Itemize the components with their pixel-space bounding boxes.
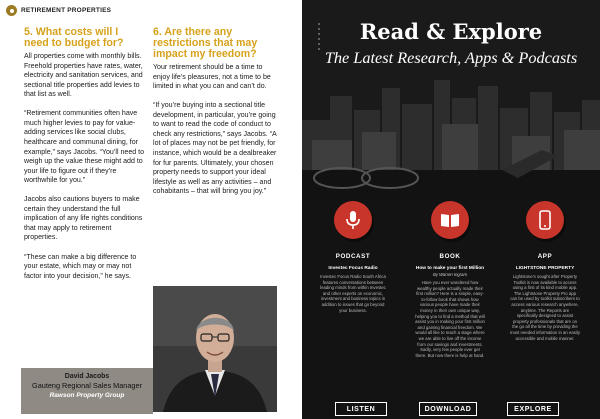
book-description: Have you ever wondered how wealthy people actually made their first million? Here is a simple, easy-to-follow book that shows how various people have made their money in their own unique way, helping you to find a method that will assist you in making your first million and gaining financial freedom. We would all like to reach a stage where we are able to live off the income from our savings and investments. Sadly, very few people ever get there. But now there is help at hand.	[415, 280, 485, 358]
app-title: LIGHTSTONE PROPERTY	[515, 266, 575, 271]
book-column	[413, 201, 487, 358]
caption-company: Rawson Property Group	[49, 392, 125, 399]
page-title: Read & Explore	[359, 19, 543, 44]
podcast-title: Investec Focus Radio	[328, 266, 378, 271]
paragraph: “These can make a big difference to your estate, which may or may not factor into your decision,” he says.	[24, 253, 137, 280]
question-heading-6: 6. Are there any restrictions that may impact my freedom?	[153, 26, 258, 60]
app-description: Lightstone’s sought after Property Toolkit is now available to access using a first of its kind mobile app. The Lightstone Property Pro app can be used by toolkit subscribers to access various research anywhere, anytime. The Reports are specifically designed to assist property professionals that are on the go all the time by providing the most needed information in an easily accessible and mobile manner.	[510, 274, 580, 341]
paragraph: “If you’re buying into a sectional title development, in particular, you’re going to want to read the code of conduct to check any restrictions,” says Jacobs. “A lot of places may not be pet friendly, for instance, which would be a dealbreaker for fur parents. Ultimately, your chosen property needs to support your ideal lifestyle as well as any activities – and cohabitants – that will bring you joy.”	[153, 102, 277, 196]
section-tag	[6, 5, 111, 16]
paragraph: Jacobs also cautions buyers to make certain they understand the full implication of any life rights conditions that may apply to retirement properties.	[24, 196, 143, 242]
book-label: BOOK	[439, 253, 461, 260]
podcast-label: PODCAST	[335, 253, 371, 260]
book-title: How to make your first Million	[415, 266, 485, 271]
page-subtitle: The Latest Research, Apps & Podcasts	[324, 48, 578, 67]
paragraph: All properties come with monthly bills. Freehold properties have rates, water, electricity and sanitation services, and sectional title properties add levies to that list as well.	[24, 53, 143, 99]
portrait-illustration	[153, 286, 277, 412]
photo-caption	[21, 368, 153, 414]
smartphone-icon	[526, 201, 564, 239]
portrait-photo	[153, 286, 277, 412]
question-heading-5: 5. What costs will I need to budget for?	[24, 26, 124, 49]
podcast-description: Investec Focus Radio South Africa features conversations between leading minds from within Investec and other experts on economic, investment and business topics in addition to issues that go beyond your business.	[320, 274, 386, 313]
podcast-column	[316, 201, 390, 313]
caption-role: Gauteng Regional Sales Manager	[32, 381, 142, 390]
book-icon	[431, 201, 469, 239]
caption-name: David Jacobs	[64, 373, 110, 380]
paragraph: “Retirement communities often have much higher levies to pay for value-adding services like social clubs, healthcare and communal dining, for example,” says Jacobs. “You’ll need to weigh up the value these might add to your life to figure out if they’re worthwhile for you.”	[24, 110, 144, 185]
section-tag-label: RETIREMENT PROPERTIES	[21, 7, 112, 14]
app-label: APP	[537, 253, 553, 260]
column-1-body	[24, 52, 145, 281]
article-column-1	[24, 27, 145, 291]
right-page	[302, 0, 600, 419]
app-column	[508, 201, 582, 341]
book-author: By Warren Ingram	[433, 272, 467, 277]
microphone-icon	[334, 201, 372, 239]
paragraph: Your retirement should be a time to enjoy life’s pleasures, not a time to be limited in what you can and can’t do.	[153, 64, 271, 91]
article-column-2	[153, 27, 280, 206]
download-button[interactable]: DOWNLOAD	[419, 402, 477, 416]
explore-button[interactable]: EXPLORE	[507, 402, 559, 416]
column-2-body	[153, 63, 280, 197]
bullet-icon	[6, 5, 17, 16]
listen-button[interactable]: LISTEN	[335, 402, 387, 416]
